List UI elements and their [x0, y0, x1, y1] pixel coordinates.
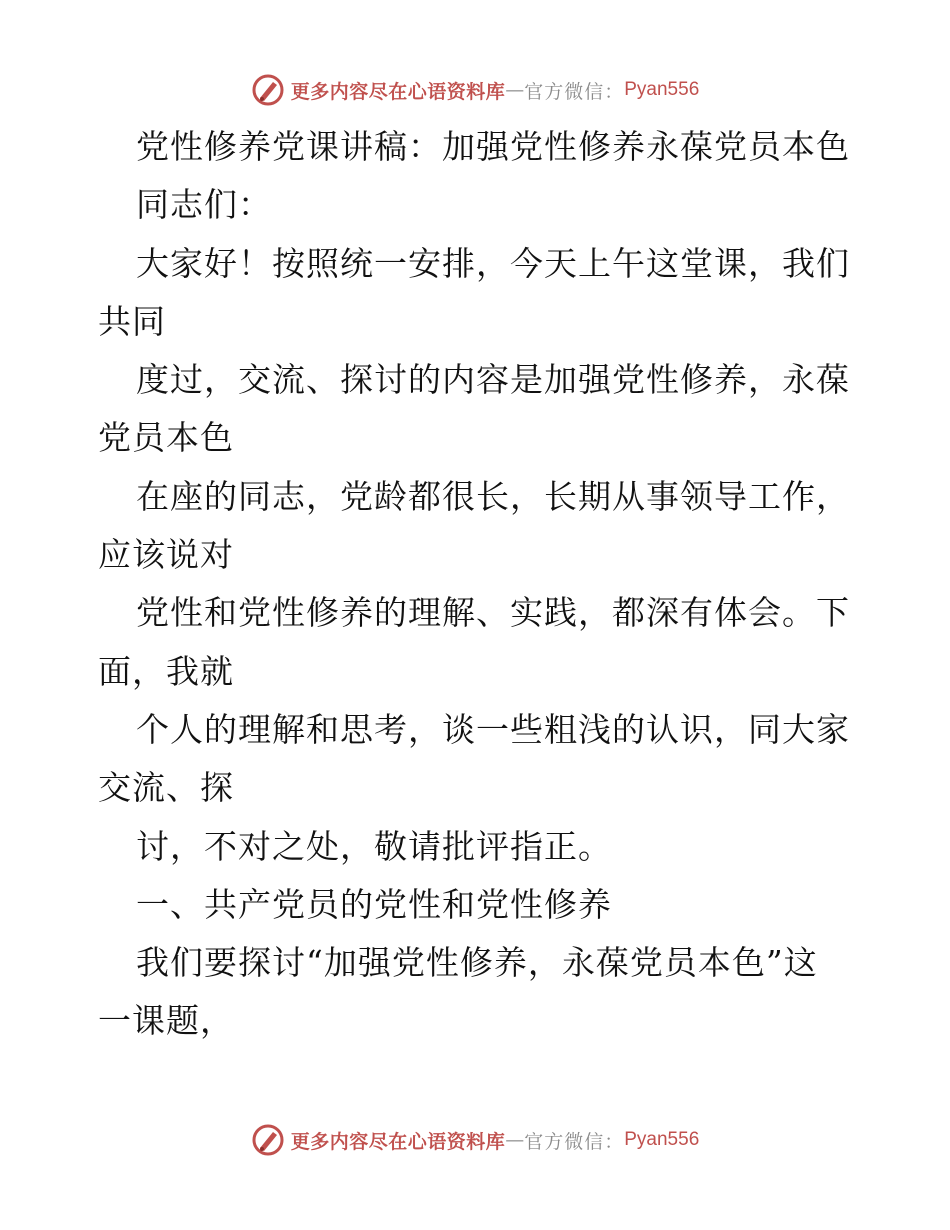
document-line: 讨，不对之处，敬请批评指正。	[136, 826, 612, 866]
document-line: 同志们：	[136, 185, 272, 225]
watermark-footer	[0, 1120, 950, 1160]
watermark-handle: Pyan556	[624, 79, 700, 100]
document-line: 党性修养党课讲稿：加强党性修养永葆党员本色	[136, 127, 850, 166]
document-line: 大家好！按照统一安排，今天上午这堂课，我们	[136, 243, 850, 283]
document-line: 个人的理解和思考，谈一些粗浅的认识，同大家	[136, 709, 850, 749]
document-line: 面，我就	[98, 651, 234, 691]
watermark-separator: —	[505, 1129, 525, 1151]
document-line: 一课题，	[98, 1001, 234, 1041]
document-line: 共同	[98, 301, 166, 341]
watermark-label: 官方微信：	[524, 1130, 625, 1153]
document-body	[98, 118, 858, 1051]
pen-logo-icon	[251, 73, 285, 107]
watermark-separator: —	[505, 79, 525, 101]
document-line: 交流、探	[98, 768, 234, 808]
document-line: 在座的同志，党龄都很长，长期从事领导工作，	[136, 476, 850, 516]
watermark-handle: Pyan556	[624, 1129, 700, 1150]
watermark-label: 官方微信：	[524, 80, 625, 103]
pen-logo-icon	[251, 1123, 285, 1157]
document-line: 我们要探讨“加强党性修养，永葆党员本色”这	[136, 943, 818, 983]
document-line: 度过，交流、探讨的内容是加强党性修养，永葆	[136, 360, 850, 400]
watermark-main-text: 更多内容尽在心语资料库	[290, 1130, 506, 1153]
watermark-header	[0, 70, 950, 110]
document-line: 应该说对	[98, 535, 234, 575]
watermark-main-text: 更多内容尽在心语资料库	[290, 80, 506, 103]
document-line: 党员本色	[98, 418, 234, 458]
document-line: 党性和党性修养的理解、实践，都深有体会。下	[136, 593, 850, 633]
section-heading: 一、共产党员的党性和党性修养	[136, 884, 612, 924]
